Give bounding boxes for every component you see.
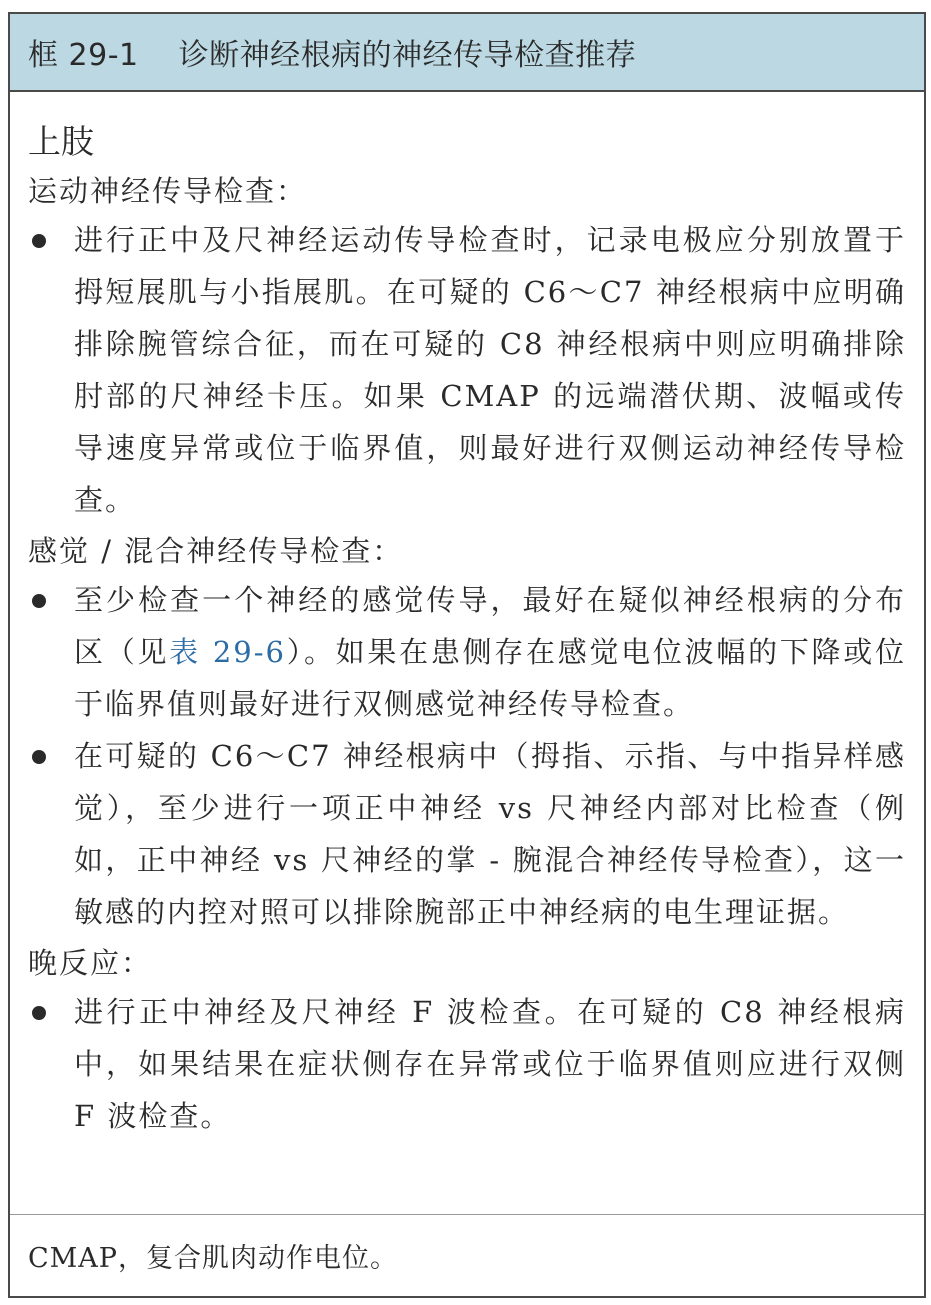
bullet-icon <box>32 750 46 764</box>
section-title-upper-limb: 上肢 <box>28 122 94 161</box>
box-content <box>10 92 924 1142</box>
box-footnote <box>10 1214 924 1296</box>
table-reference-link[interactable]: 表 29-6 <box>169 635 286 669</box>
bullet-icon <box>32 1006 46 1020</box>
sensory-item2-text: 在可疑的 C6～C7 神经根病中（拇指、示指、与中指异样感觉），至少进行一项正中神经 vs 尺神经内部对比检查（例如，正中神经 vs 尺神经的掌 - 腕混合神经传导检查），这一敏感的内控对照可以排除腕部正中神经病的电生理证据。 <box>74 739 906 929</box>
motor-bullet-item <box>28 214 906 526</box>
sensory-item1-text-before: 至少检查一个神经的感觉传导，最好在疑似神经根病的分布区（见 <box>74 583 906 669</box>
sensory-heading: 感觉 / 混合神经传导检查： <box>28 534 404 568</box>
recommendation-box <box>8 12 926 1298</box>
sensory-item1-text-after: ）。如果在患侧存在感觉电位波幅的下降或位于临界值则最好进行双侧感觉神经传导检查。 <box>74 635 906 721</box>
footnote-text: CMAP，复合肌肉动作电位。 <box>28 1243 398 1274</box>
late-response-heading: 晚反应： <box>28 946 153 980</box>
bullet-icon <box>32 594 46 608</box>
sensory-bullet-item-2 <box>28 730 906 938</box>
box-header <box>10 14 924 92</box>
box-label: 框 29-1 <box>28 38 139 73</box>
motor-heading: 运动神经传导检查： <box>28 174 308 208</box>
box-title: 诊断神经根病的神经传导检查推荐 <box>178 38 637 73</box>
late-response-item-text: 进行正中神经及尺神经 F 波检查。在可疑的 C8 神经根病中，如果结果在症状侧存在异常或位于临界值则应进行双侧 F 波检查。 <box>74 995 906 1133</box>
bullet-icon <box>32 234 46 248</box>
motor-item-text: 进行正中及尺神经运动传导检查时，记录电极应分别放置于拇短展肌与小指展肌。在可疑的 C6～C7 神经根病中应明确排除腕管综合征，而在可疑的 C8 神经根病中则应明确排除肘部的尺神经卡压。如果 CMAP 的远端潜伏期、波幅或传导速度异常或位于临界值，则最好进行双侧运动神经传导检查。 <box>74 223 906 517</box>
sensory-bullet-item-1 <box>28 574 906 730</box>
late-response-bullet-item <box>28 986 906 1142</box>
